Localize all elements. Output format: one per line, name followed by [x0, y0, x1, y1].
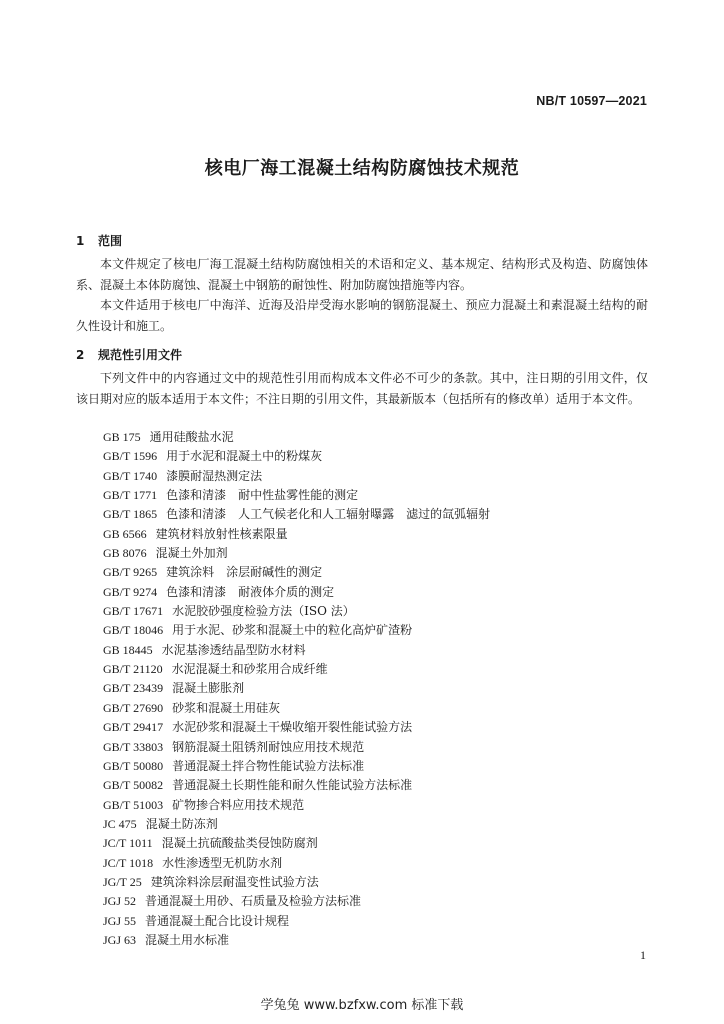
- reference-item: [103, 738, 490, 757]
- reference-title: 普通混凝土配合比设计规程: [145, 913, 290, 928]
- reference-code: GB/T 1865: [103, 507, 158, 522]
- reference-title: 普通混凝土用砂、石质量及检验方法标准: [145, 894, 362, 909]
- reference-item: [103, 525, 490, 544]
- reference-title: 混凝土防冻剂: [145, 816, 218, 831]
- reference-item: [103, 776, 490, 795]
- reference-code: JC/T 1018: [103, 855, 154, 870]
- reference-item: [103, 931, 490, 950]
- reference-code: GB/T 23439: [103, 681, 164, 696]
- reference-code: GB/T 17671: [103, 604, 164, 619]
- reference-title: 普通混凝土拌合物性能试验方法标准: [172, 758, 365, 773]
- reference-item: [103, 796, 490, 815]
- reference-title: 钢筋混凝土阻锈剂耐蚀应用技术规范: [172, 739, 365, 754]
- reference-title: 矿物掺合料应用技术规范: [172, 797, 305, 812]
- page-number: 1: [640, 948, 646, 962]
- reference-item: [103, 854, 490, 873]
- reference-title: 色漆和清漆 耐液体介质的测定: [166, 584, 335, 599]
- reference-title: 混凝土抗硫酸盐类侵蚀防腐剂: [161, 836, 318, 851]
- reference-code: JC/T 1011: [103, 836, 153, 851]
- reference-code: GB/T 1596: [103, 449, 158, 464]
- reference-item: [103, 757, 490, 776]
- reference-code: JGJ 55: [103, 913, 137, 928]
- reference-item: [103, 583, 490, 602]
- reference-title: 用于水泥和混凝土中的粉煤灰: [166, 449, 323, 464]
- reference-item: [103, 505, 490, 524]
- reference-item: [103, 912, 490, 931]
- reference-title: 水泥混凝土和砂浆用合成纤维: [171, 662, 328, 677]
- reference-code: GB 18445: [103, 642, 153, 657]
- reference-code: GB/T 18046: [103, 623, 164, 638]
- section-1-paragraph-1: 本文件规定了核电厂海工混凝土结构防腐蚀相关的术语和定义、基本规定、结构形式及构造、防腐蚀体系、混凝土本体防腐蚀、混凝土中钢筋的耐蚀性、附加防腐蚀措施等内容。: [76, 257, 648, 292]
- reference-item: [103, 660, 490, 679]
- reference-item: [103, 815, 490, 834]
- section-2-title: 规范性引用文件: [98, 348, 183, 362]
- section-1-title: 范围: [98, 234, 123, 248]
- reference-title: 通用硅酸盐水泥: [149, 430, 234, 444]
- reference-code: GB/T 51003: [103, 797, 164, 812]
- reference-code: GB 8076: [103, 546, 147, 561]
- section-2-intro: 下列文件中的内容通过文中的规范性引用而构成本文件必不可少的条款。其中，注日期的引用文件，仅该日期对应的版本适用于本文件；不注日期的引用文件，其最新版本（包括所有的修改单）适用于本文件。: [76, 371, 648, 406]
- reference-item: [103, 486, 490, 505]
- reference-item: [103, 699, 490, 718]
- reference-code: JGJ 52: [103, 894, 137, 909]
- reference-item: [103, 467, 490, 486]
- reference-title: 混凝土用水标准: [145, 932, 230, 947]
- reference-item: [103, 641, 490, 660]
- reference-title: 水泥基渗透结晶型防水材料: [161, 642, 306, 657]
- section-1-heading: [76, 232, 122, 249]
- reference-code: GB/T 21120: [103, 662, 163, 677]
- reference-title: 建筑涂料涂层耐温变性试验方法: [150, 874, 319, 889]
- section-1-number: 1: [76, 234, 85, 248]
- reference-title: 水泥胶砂强度检验方法（ISO 法）: [172, 604, 355, 619]
- reference-title: 建筑材料放射性核素限量: [155, 526, 288, 541]
- standard-number: NB/T 10597—2021: [536, 94, 647, 108]
- reference-item: [103, 447, 490, 466]
- reference-code: GB/T 33803: [103, 739, 164, 754]
- reference-item: [103, 544, 490, 563]
- reference-code: GB/T 29417: [103, 720, 164, 735]
- reference-title: 色漆和清漆 耐中性盐雾性能的测定: [166, 488, 359, 503]
- reference-item: [103, 621, 490, 640]
- reference-code: GB/T 50080: [103, 758, 164, 773]
- reference-code: GB/T 1771: [103, 488, 158, 503]
- reference-title: 建筑涂料 涂层耐碱性的测定: [166, 565, 323, 580]
- reference-code: GB/T 50082: [103, 778, 164, 793]
- section-2-heading: [76, 346, 182, 363]
- section-2-number: 2: [76, 348, 85, 362]
- reference-item: [103, 892, 490, 911]
- reference-title: 混凝土外加剂: [155, 546, 228, 561]
- reference-title: 漆膜耐湿热测定法: [166, 468, 263, 483]
- reference-title: 混凝土膨胀剂: [172, 681, 245, 696]
- reference-item: [103, 834, 490, 853]
- reference-title: 水泥砂浆和混凝土干燥收缩开裂性能试验方法: [172, 720, 413, 735]
- reference-item: [103, 563, 490, 582]
- reference-code: GB/T 1740: [103, 468, 158, 483]
- reference-title: 用于水泥、砂浆和混凝土中的粒化高炉矿渣粉: [172, 623, 413, 638]
- reference-code: JGJ 63: [103, 932, 137, 947]
- reference-code: GB/T 9265: [103, 565, 158, 580]
- reference-title: 普通混凝土长期性能和耐久性能试验方法标准: [172, 778, 413, 793]
- reference-list: [103, 428, 490, 950]
- reference-code: JC 475: [103, 816, 137, 831]
- reference-code: GB 175: [103, 430, 141, 444]
- reference-title: 色漆和清漆 人工气候老化和人工辐射曝露 滤过的氙弧辐射: [166, 507, 491, 522]
- download-watermark: 学兔兔 www.bzfxw.com 标准下载: [260, 998, 464, 1013]
- reference-item: [103, 873, 490, 892]
- reference-code: GB/T 27690: [103, 700, 164, 715]
- reference-code: GB 6566: [103, 526, 147, 541]
- reference-title: 水性渗透型无机防水剂: [162, 855, 283, 870]
- document-title: 核电厂海工混凝土结构防腐蚀技术规范: [204, 158, 520, 179]
- section-1-paragraph-2: 本文件适用于核电厂中海洋、近海及沿岸受海水影响的钢筋混凝土、预应力混凝土和素混凝土结构的耐久性设计和施工。: [76, 298, 648, 333]
- reference-item: [103, 428, 490, 447]
- reference-item: [103, 679, 490, 698]
- reference-code: GB/T 9274: [103, 584, 158, 599]
- reference-item: [103, 718, 490, 737]
- reference-title: 砂浆和混凝土用硅灰: [172, 700, 281, 715]
- reference-item: [103, 602, 490, 621]
- reference-code: JG/T 25: [103, 874, 142, 889]
